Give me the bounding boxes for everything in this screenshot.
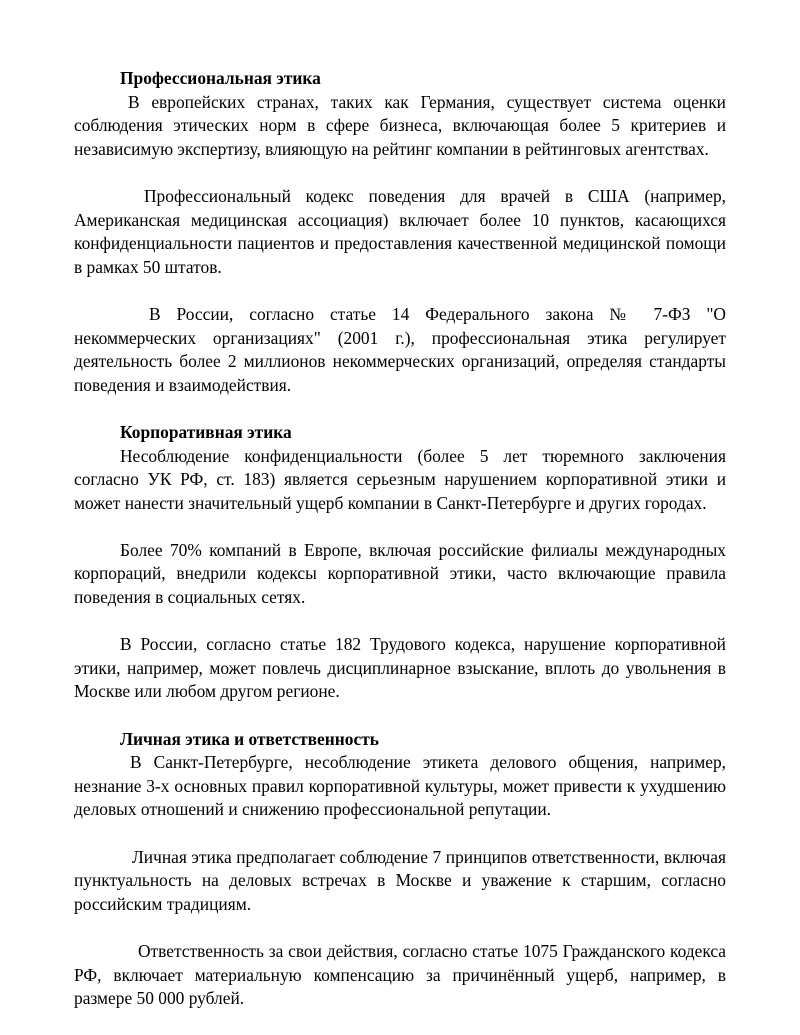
section-professional-ethics xyxy=(74,67,726,421)
paragraph-gap xyxy=(74,704,726,728)
paragraph: В России, согласно статье 182 Трудового кодекса, нарушение корпоративной этики, например, может повлечь дисциплинарное взыскание, вплоть до увольнения в Москве или любом другом регионе. xyxy=(74,634,726,702)
paragraph: Более 70% компаний в Европе, включая российские филиалы международных корпораций, внедрили кодексы корпоративной этики, часто включающие правила поведения в социальных сетях. xyxy=(74,539,726,608)
paragraph: Несоблюдение конфиденциальности (более 5 лет тюремного заключения согласно УК РФ, ст. 183) является серьезным нарушением корпоративной этики и может нанести значительный ущерб компании в Санкт-Петербурге и других городах. xyxy=(74,445,726,513)
section-corporate-ethics xyxy=(74,421,726,728)
section-heading: Профессиональная этика xyxy=(120,68,321,88)
paragraph-gap xyxy=(74,610,726,634)
paragraph-gap xyxy=(74,916,726,940)
section-heading: Корпоративная этика xyxy=(120,421,292,442)
paragraph: Ответственность за свои действия, согласно статье 1075 Гражданского кодекса РФ, включает материальную компенсацию за причинённый ущерб, например, в размере 50 000 рублей. xyxy=(74,940,726,1009)
paragraph: В России, согласно статье 14 Федерального закона № 7-ФЗ "О некоммерческих организациях" (2001 г.), профессиональная этика регулирует деятельность более 2 миллионов некоммерческих организаций, определяя стандарты поведения и взаимодействия. xyxy=(74,303,726,395)
document-page xyxy=(74,67,726,1011)
section-heading: Личная этика и ответственность xyxy=(120,728,379,749)
paragraph-gap xyxy=(74,161,726,185)
paragraph: Профессиональный кодекс поведения для врачей в США (например, Американская медицинская ассоциация) включает более 10 пунктов, касающихся конфиденциальности пациентов и предоставления качественной медицинской помощи в рамках 50 штатов. xyxy=(74,185,726,277)
paragraph: В европейских странах, таких как Германия, существует система оценки соблюдения этических норм в сфере бизнеса, включающая более 5 критериев и независимую экспертизу, влияющую на рейтинг компании в рейтинговых агентствах. xyxy=(74,91,726,159)
paragraph: Личная этика предполагает соблюдение 7 принципов ответственности, включая пунктуальность на деловых встречах в Москве и уважение к старшим, согласно российским традициям. xyxy=(74,846,726,914)
section-personal-ethics xyxy=(74,728,726,1011)
paragraph-gap xyxy=(74,822,726,846)
paragraph-gap xyxy=(74,279,726,303)
paragraph-gap xyxy=(74,515,726,539)
paragraph: В Санкт-Петербурге, несоблюдение этикета делового общения, например, незнание 3-х основных правил корпоративной культуры, может привести к ухудшению деловых отношений и снижению профессиональной репутации. xyxy=(74,752,726,820)
paragraph-gap xyxy=(74,397,726,421)
